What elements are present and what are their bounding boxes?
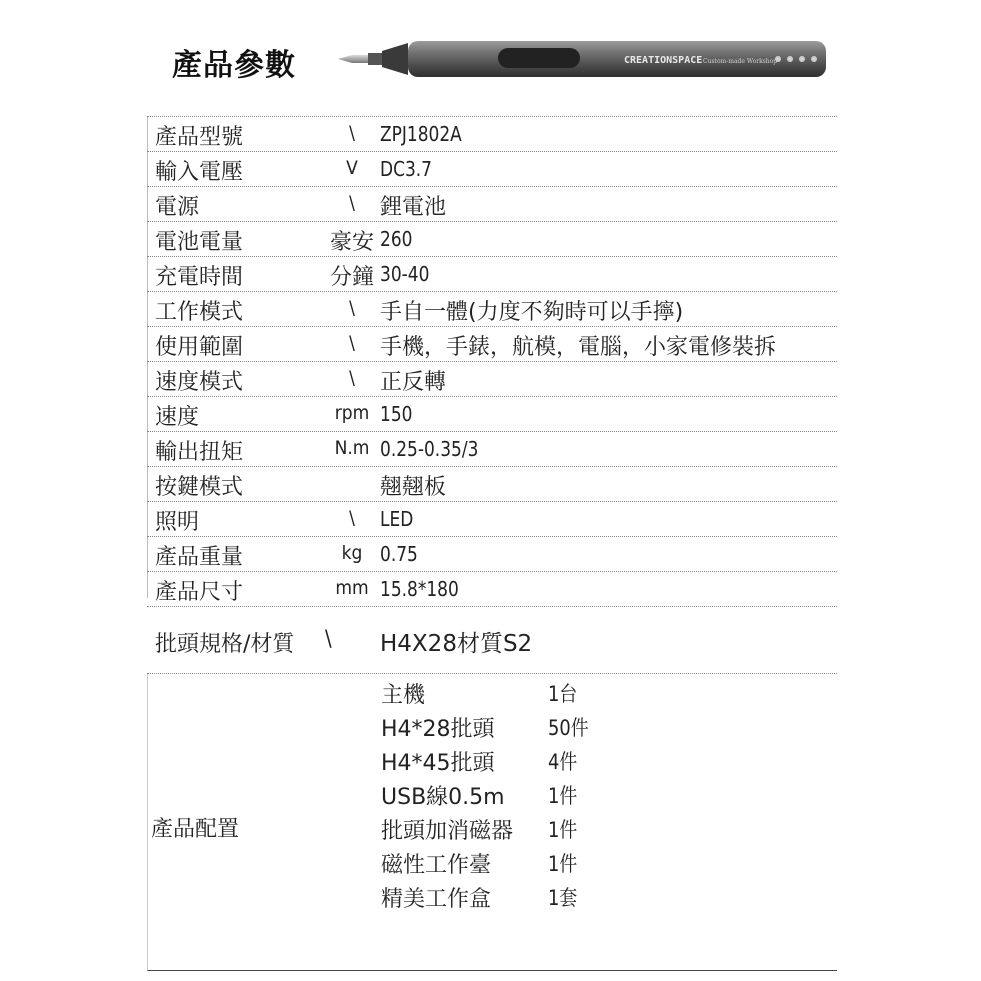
spec-label: 批頭規格/材質 <box>155 632 295 657</box>
spec-table <box>147 116 837 971</box>
spec-value: 正反轉 <box>380 370 447 395</box>
spec-label: 速度模式 <box>155 370 244 395</box>
spec-unit: \ <box>349 507 355 529</box>
spec-row-model <box>147 116 837 152</box>
spec-row-speed-mode <box>147 362 837 397</box>
spec-label: 電池電量 <box>155 230 244 255</box>
spec-row-lighting <box>147 502 837 537</box>
spec-unit: V <box>346 157 358 179</box>
spec-row-input-voltage <box>147 152 837 187</box>
item-qty: 1套 <box>548 886 578 910</box>
spec-value: 翹翹板 <box>380 475 447 500</box>
item-qty: 1件 <box>548 852 578 876</box>
page-title: 產品參數 <box>172 48 296 83</box>
item-name: 磁性工作臺 <box>381 853 492 878</box>
package-contents <box>147 674 837 971</box>
spec-unit: \ <box>349 332 355 354</box>
spec-label: 使用範圍 <box>155 335 244 360</box>
spec-row-button-mode <box>147 467 837 502</box>
item-name: 主機 <box>381 683 426 708</box>
item-qty: 50件 <box>548 716 589 740</box>
spec-label: 按鍵模式 <box>155 475 244 500</box>
spec-value: 0.75 <box>380 542 418 566</box>
spec-unit: \ <box>349 192 355 214</box>
spec-label: 充電時間 <box>155 265 244 290</box>
spec-label: 電源 <box>155 195 200 220</box>
spec-label: 速度 <box>155 405 200 430</box>
spec-row-battery-capacity <box>147 222 837 257</box>
brand-text: CREATIONSPACE <box>624 55 703 66</box>
spec-label: 輸入電壓 <box>155 160 244 185</box>
spec-value: 手機，手錶，航模，電腦，小家電修裝拆 <box>380 335 777 360</box>
spec-row-usage-range <box>147 327 837 362</box>
item-qty: 1台 <box>548 682 578 706</box>
spec-unit: 豪安 <box>329 230 374 255</box>
spec-unit: \ <box>325 627 332 652</box>
brand-subtext: Custom-made Workshop <box>703 58 778 65</box>
item-qty: 4件 <box>548 750 578 774</box>
item-name: H4*45批頭 <box>381 751 495 776</box>
spec-unit: 分鐘 <box>329 265 374 290</box>
spec-value: 手自一體(力度不夠時可以手擰) <box>380 300 684 325</box>
spec-unit: \ <box>349 367 355 389</box>
spec-unit: rpm <box>334 402 370 424</box>
package-contents-label: 產品配置 <box>151 817 240 842</box>
spec-value: 30-40 <box>380 262 430 286</box>
spec-row-power-source <box>147 187 837 222</box>
spec-row-work-mode <box>147 292 837 327</box>
item-qty: 1件 <box>548 818 578 842</box>
spec-unit: \ <box>349 297 355 319</box>
spec-row-charging-time <box>147 257 837 292</box>
spec-value: 0.25-0.35/3 <box>380 437 479 461</box>
item-name: USB線0.5m <box>381 785 505 810</box>
spec-row-weight <box>147 537 837 572</box>
spec-value: 150 <box>380 402 413 426</box>
spec-value: DC3.7 <box>380 157 432 181</box>
spec-unit: N.m <box>334 437 370 459</box>
spec-label: 產品尺寸 <box>155 580 244 605</box>
spec-unit: kg <box>341 542 363 564</box>
item-name: H4*28批頭 <box>381 717 495 742</box>
item-name: 精美工作盒 <box>381 887 492 912</box>
spec-value: ZPJ1802A <box>380 122 462 146</box>
spec-value: H4X28材質S2 <box>380 631 533 657</box>
spec-row-dimensions <box>147 572 837 607</box>
spec-label: 照明 <box>155 510 200 535</box>
screwdriver-image <box>338 37 833 81</box>
spec-value: LED <box>380 507 414 531</box>
spec-row-bit-spec <box>147 607 837 674</box>
item-name: 批頭加消磁器 <box>381 819 514 844</box>
spec-value: 15.8*180 <box>380 577 459 601</box>
spec-row-output-torque <box>147 432 837 467</box>
spec-row-speed <box>147 397 837 432</box>
spec-unit: \ <box>349 122 355 144</box>
spec-label: 輸出扭矩 <box>155 440 244 465</box>
spec-value: 鋰電池 <box>380 195 447 220</box>
spec-label: 產品型號 <box>155 125 244 150</box>
spec-label: 工作模式 <box>155 300 244 325</box>
spec-label: 產品重量 <box>155 545 244 570</box>
item-qty: 1件 <box>548 784 578 808</box>
spec-value: 260 <box>380 227 413 251</box>
spec-unit: mm <box>335 577 369 599</box>
